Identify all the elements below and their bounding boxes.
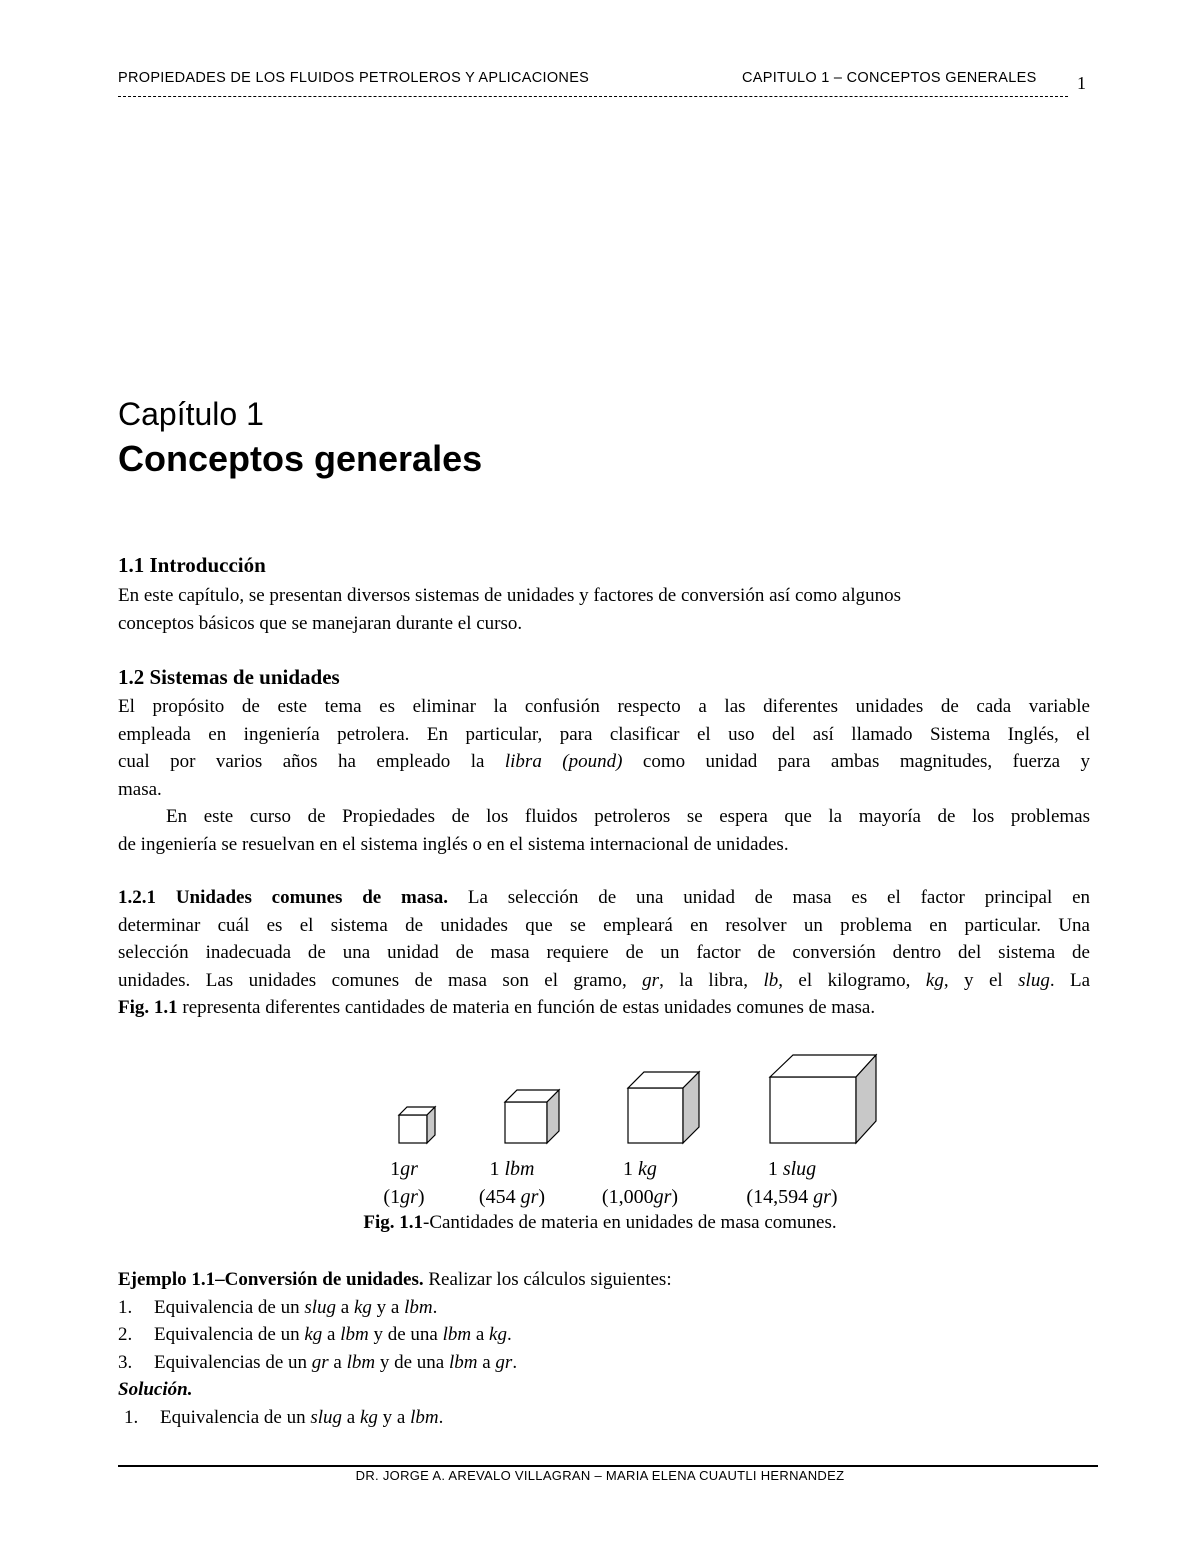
example-block xyxy=(118,1266,672,1432)
page-number: 1 xyxy=(1077,73,1086,93)
footer-divider xyxy=(118,1465,1098,1467)
list-item: 1. Equivalencia de un slug a kg y a lbm. xyxy=(118,1296,438,1318)
example-title: Ejemplo 1.1–Conversión de unidades. Realizar los cálculos siguientes: xyxy=(118,1269,672,1290)
running-header-right: CAPITULO 1 – CONCEPTOS GENERALES xyxy=(742,70,1037,86)
paragraph-line: 1.2.1 Unidades comunes de masa. La selección de una unidad de masa es el factor principal en xyxy=(118,887,1091,908)
label-slug: 1 slug (14,594 gr) xyxy=(746,1158,838,1208)
chapter-number: Capítulo 1 xyxy=(118,396,264,432)
solution-label: Solución. xyxy=(118,1379,193,1401)
list-item: 2. Equivalencia de un kg a lbm y de una lbm a kg. xyxy=(118,1324,512,1346)
chapter-title: Conceptos generales xyxy=(118,438,483,479)
running-header-left: PROPIEDADES DE LOS FLUIDOS PETROLEROS Y APLICACIONES xyxy=(118,70,590,86)
mass-units-paragraph xyxy=(118,884,1090,1022)
figure-caption: Fig. 1.1-Cantidades de materia en unidades de masa comunes. xyxy=(363,1212,837,1233)
units-paragraph xyxy=(118,693,1090,858)
paragraph-line: En este capítulo, se presentan diversos sistemas de unidades y factores de conversión así como algunos xyxy=(118,585,902,606)
cube-gram xyxy=(399,1107,435,1143)
mass-cubes-figure xyxy=(380,1050,900,1160)
cube-pound xyxy=(505,1090,559,1143)
label-kilogram: 1 kg (1,000gr) xyxy=(601,1158,679,1208)
paragraph-line: Fig. 1.1 representa diferentes cantidades de materia en función de estas unidades comunes de masa. xyxy=(118,997,876,1018)
header-divider xyxy=(118,96,1068,97)
solution-item: 1. Equivalencia de un slug a kg y a lbm. xyxy=(124,1406,444,1428)
section-heading-units: 1.2 Sistemas de unidades xyxy=(118,665,340,689)
label-pound: 1 lbm (454 gr) xyxy=(478,1158,546,1208)
paragraph-line: selección inadecuada de una unidad de masa requiere de un factor de conversión dentro del sistema de xyxy=(118,942,1090,963)
paragraph-line: El propósito de este tema es eliminar la confusión respecto a las diferentes unidades de cada variable xyxy=(118,696,1090,717)
paragraph-line: masa. xyxy=(118,778,162,800)
subsection-heading: 1.2.1 Unidades comunes de masa. xyxy=(118,887,449,908)
paragraph-line: conceptos básicos que se manejaran durante el curso. xyxy=(118,612,523,634)
cube-slug xyxy=(770,1055,876,1143)
running-footer: DR. JORGE A. AREVALO VILLAGRAN – MARIA ELENA CUAUTLI HERNANDEZ xyxy=(355,1468,845,1483)
paragraph-line: unidades. Las unidades comunes de masa son el gramo, gr, la libra, lb, el kilogramo, kg, y el slug. La xyxy=(118,969,1091,991)
paragraph-line: empleada en ingeniería petrolera. En particular, para clasificar el uso del así llamado Sistema Inglés, el xyxy=(118,723,1090,745)
paragraph-line: cual por varios años ha empleado la libra (pound) como unidad para ambas magnitudes, fuerza y xyxy=(118,751,1091,772)
cube-kilogram xyxy=(628,1072,699,1143)
paragraph-line: En este curso de Propiedades de los fluidos petroleros se espera que la mayoría de los problemas xyxy=(166,806,1090,827)
paragraph-line: determinar cuál es el sistema de unidades que se empleará en resolver un problema en particular. Una xyxy=(118,914,1090,936)
intro-paragraph xyxy=(118,582,1090,637)
paragraph-line: de ingeniería se resuelvan en el sistema inglés o en el sistema internacional de unidades. xyxy=(118,833,789,855)
figure-reference: Fig. 1.1 xyxy=(118,997,178,1018)
section-heading-intro: 1.1 Introducción xyxy=(118,553,266,577)
list-item: 3. Equivalencias de un gr a lbm y de una lbm a gr. xyxy=(118,1351,518,1373)
label-gram: 1gr (1gr) xyxy=(383,1158,425,1208)
